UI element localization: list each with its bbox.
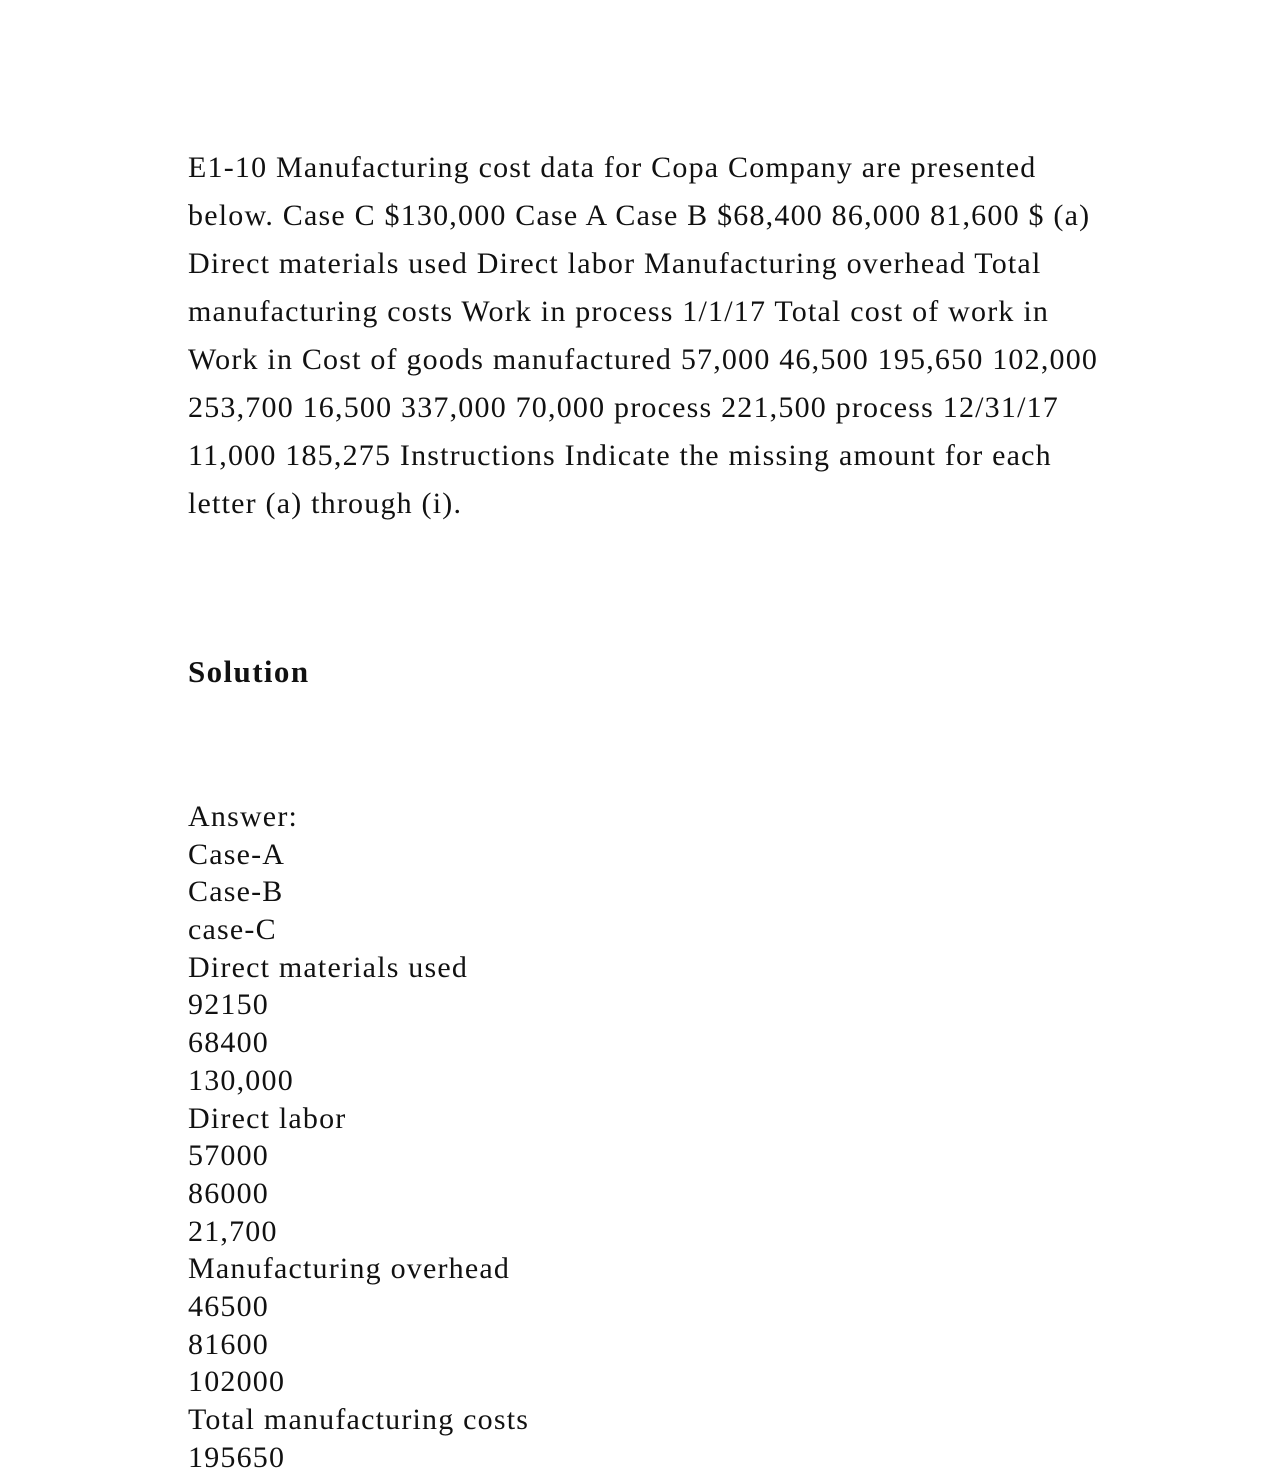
solution-heading: Solution — [188, 654, 310, 689]
answer-label: Answer: — [188, 800, 299, 833]
direct-materials-label: Direct materials used — [188, 950, 469, 984]
question-text: E1-10 Manufacturing cost data for Copa Company are presented below. Case C $130,000 Case A Case B $68,400 86,000 81,600 $ (a) Direct materials used Direct labor Manufacturing overhead Total manufacturing costs Work in process 1/1/17 Total cost of work in Work in Cost of goods manufactured 57,000 46,500 195,650 102,000 253,700 16,500 337,000 70,000 process 221,500 process 12/31/17 11,000 185,275 Instructions Indicate the missing amount for each letter (a) through (i). — [188, 151, 1099, 520]
total-manufacturing-costs-label: Total manufacturing costs — [188, 1403, 530, 1436]
direct-labor-case-c: 21,700 — [188, 1214, 278, 1248]
document-page — [188, 144, 1108, 1474]
direct-materials-case-a: 92150 — [188, 988, 269, 1022]
case-c-header: case-C — [188, 913, 277, 947]
case-b-header: Case-B — [188, 875, 284, 909]
manufacturing-overhead-case-c: 102000 — [188, 1365, 286, 1399]
direct-labor-label: Direct labor — [188, 1101, 347, 1135]
total-manufacturing-costs-case-a: 195650 — [188, 1440, 286, 1474]
direct-materials-case-c: 130,000 — [188, 1063, 294, 1097]
direct-labor-case-b: 86000 — [188, 1176, 269, 1210]
direct-materials-case-b: 68400 — [188, 1026, 269, 1060]
answer-block — [188, 798, 529, 1476]
manufacturing-overhead-label: Manufacturing overhead — [188, 1252, 511, 1286]
case-a-header: Case-A — [188, 837, 286, 871]
direct-labor-case-a: 57000 — [188, 1139, 269, 1173]
manufacturing-overhead-case-a: 46500 — [188, 1289, 269, 1323]
manufacturing-overhead-case-b: 81600 — [188, 1327, 269, 1361]
